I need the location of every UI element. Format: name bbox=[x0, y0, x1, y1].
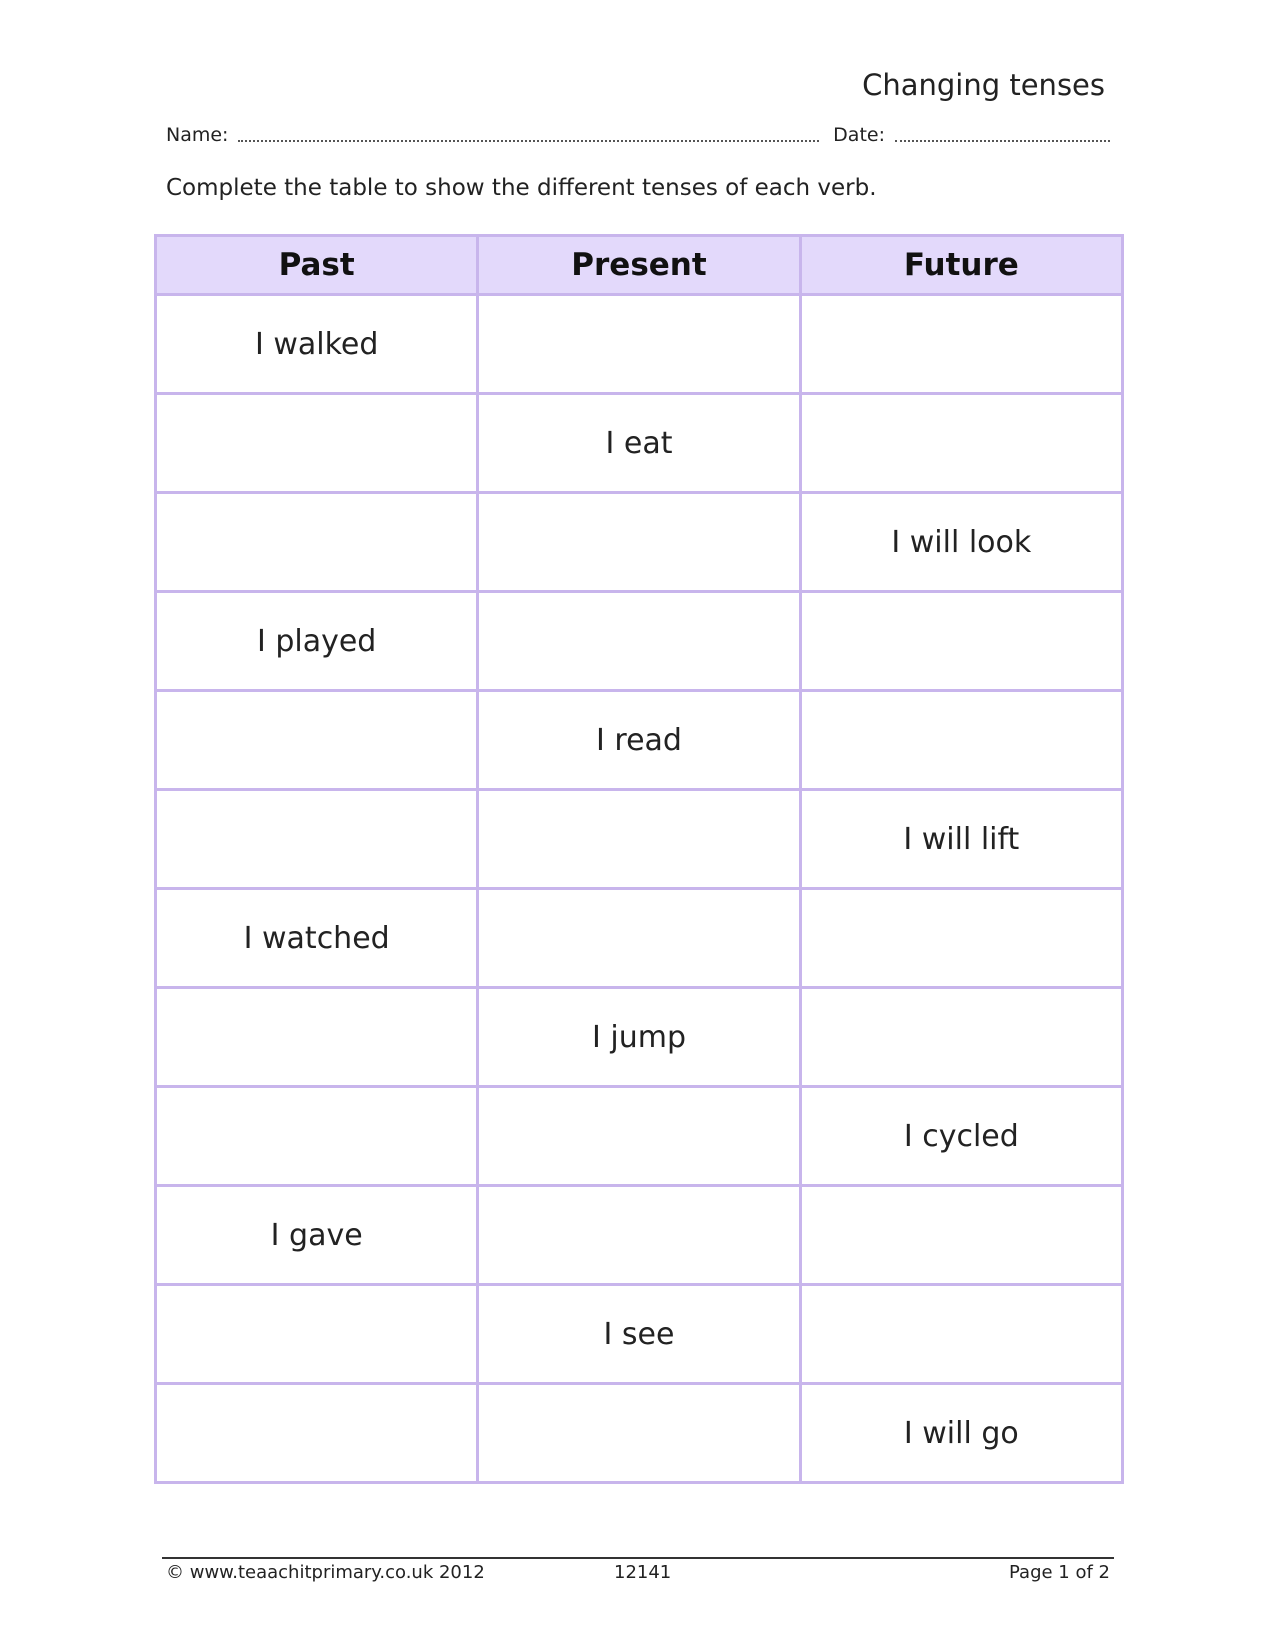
footer-copyright: © www.teaachitprimary.co.uk 2012 bbox=[166, 1562, 485, 1583]
table-cell[interactable]: I eat bbox=[478, 394, 800, 493]
table-row bbox=[156, 1384, 1123, 1483]
table-cell[interactable] bbox=[478, 1087, 800, 1186]
footer bbox=[166, 1562, 1110, 1586]
table-cell[interactable]: I read bbox=[478, 691, 800, 790]
instruction-text: Complete the table to show the different tenses of each verb. bbox=[166, 175, 877, 201]
column-header-future: Future bbox=[800, 236, 1122, 295]
footer-page-number: Page 1 of 2 bbox=[1009, 1562, 1110, 1583]
table-row bbox=[156, 592, 1123, 691]
table-cell[interactable] bbox=[478, 1384, 800, 1483]
footer-divider bbox=[162, 1557, 1114, 1559]
footer-code: 12141 bbox=[614, 1562, 672, 1583]
column-header-present: Present bbox=[478, 236, 800, 295]
header-row bbox=[156, 236, 1123, 295]
table-cell[interactable]: I will lift bbox=[800, 790, 1122, 889]
table-cell[interactable]: I watched bbox=[156, 889, 478, 988]
name-date-row bbox=[166, 120, 1110, 146]
table-cell[interactable] bbox=[156, 988, 478, 1087]
table-cell[interactable] bbox=[478, 790, 800, 889]
date-label: Date: bbox=[833, 124, 885, 146]
table-cell[interactable] bbox=[800, 691, 1122, 790]
name-field[interactable] bbox=[238, 140, 819, 142]
table-row bbox=[156, 790, 1123, 889]
table-cell[interactable] bbox=[478, 592, 800, 691]
table-row bbox=[156, 493, 1123, 592]
table-cell[interactable]: I played bbox=[156, 592, 478, 691]
tenses-table bbox=[154, 234, 1124, 1484]
table-cell[interactable] bbox=[156, 691, 478, 790]
table-cell[interactable] bbox=[478, 1186, 800, 1285]
table-cell[interactable] bbox=[800, 1285, 1122, 1384]
table-cell[interactable] bbox=[156, 1087, 478, 1186]
table-cell[interactable] bbox=[800, 889, 1122, 988]
table-cell[interactable] bbox=[156, 1384, 478, 1483]
table-cell[interactable]: I will look bbox=[800, 493, 1122, 592]
table-cell[interactable] bbox=[800, 394, 1122, 493]
table-cell[interactable] bbox=[156, 790, 478, 889]
table-row bbox=[156, 889, 1123, 988]
table-cell[interactable]: I see bbox=[478, 1285, 800, 1384]
worksheet-title: Changing tenses bbox=[862, 68, 1105, 102]
table-cell[interactable]: I walked bbox=[156, 295, 478, 394]
date-field[interactable] bbox=[895, 140, 1110, 142]
table-cell[interactable] bbox=[800, 295, 1122, 394]
table-cell[interactable] bbox=[156, 1285, 478, 1384]
table-row bbox=[156, 394, 1123, 493]
table-cell[interactable]: I cycled bbox=[800, 1087, 1122, 1186]
table-cell[interactable] bbox=[478, 889, 800, 988]
table-cell[interactable] bbox=[800, 592, 1122, 691]
name-label: Name: bbox=[166, 124, 229, 146]
table-cell[interactable] bbox=[800, 1186, 1122, 1285]
table-cell[interactable] bbox=[478, 295, 800, 394]
table-row bbox=[156, 988, 1123, 1087]
table-cell[interactable] bbox=[800, 988, 1122, 1087]
table-row bbox=[156, 691, 1123, 790]
table-cell[interactable]: I jump bbox=[478, 988, 800, 1087]
table-row bbox=[156, 1087, 1123, 1186]
table-cell[interactable]: I will go bbox=[800, 1384, 1122, 1483]
table-cell[interactable] bbox=[478, 493, 800, 592]
table-cell[interactable] bbox=[156, 493, 478, 592]
table-cell[interactable]: I gave bbox=[156, 1186, 478, 1285]
table-cell[interactable] bbox=[156, 394, 478, 493]
table-row bbox=[156, 1285, 1123, 1384]
table-row bbox=[156, 295, 1123, 394]
table-row bbox=[156, 1186, 1123, 1285]
column-header-past: Past bbox=[156, 236, 478, 295]
